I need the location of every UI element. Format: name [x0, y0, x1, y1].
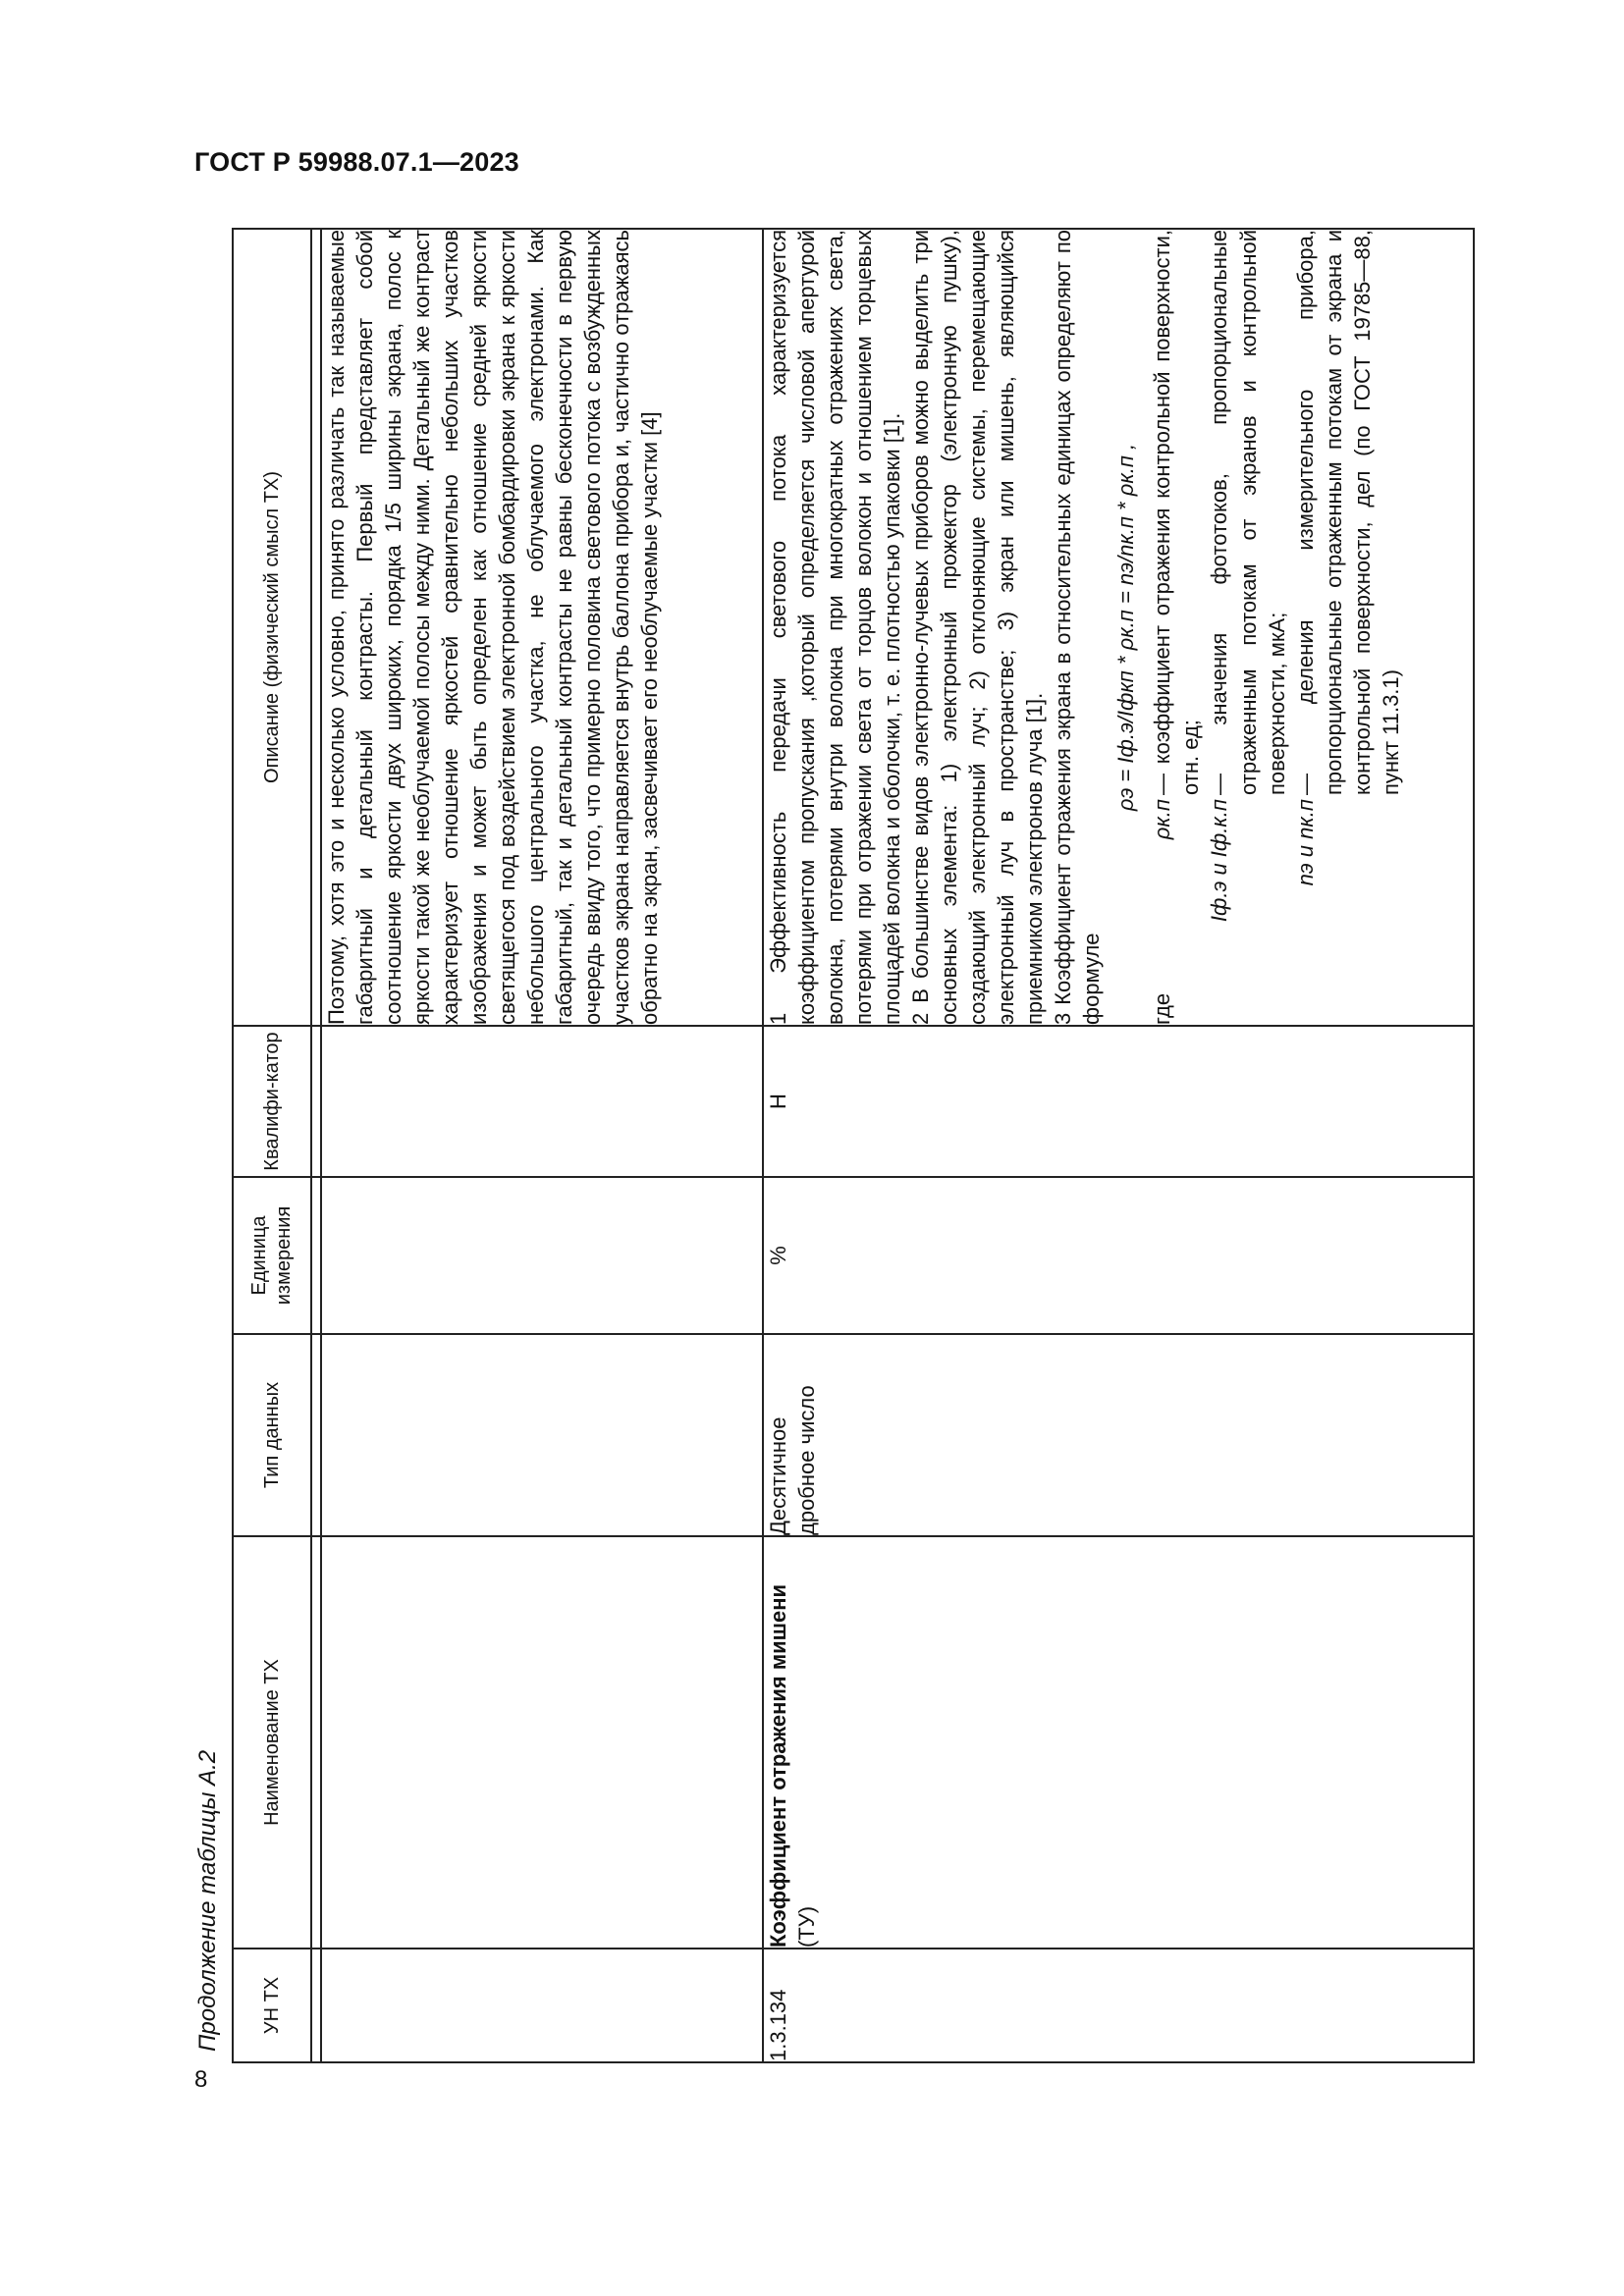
- characteristic-name-suffix: (ТУ): [794, 1905, 820, 1948]
- table-caption: Продолжение таблицы А.2: [194, 1749, 221, 2052]
- cell-description: [763, 229, 1474, 1026]
- cell-type: [321, 1334, 763, 1536]
- cell-unit: [321, 1177, 763, 1334]
- document-header: ГОСТ Р 59988.07.1—2023: [194, 147, 519, 177]
- cell-qualifier: Н: [763, 1026, 1474, 1177]
- rotated-table-frame: [232, 230, 1475, 2063]
- table-row: [321, 229, 763, 2062]
- characteristics-table: [232, 228, 1475, 2063]
- legend-symbol: ρк.п: [1150, 799, 1175, 840]
- legend-symbol: Iф.э и Iф.к.п: [1207, 799, 1232, 923]
- cell-unit: %: [763, 1177, 1474, 1334]
- col-header-unit: Единица измерения: [233, 1177, 311, 1334]
- header-separator-row: [311, 229, 321, 2062]
- legend-where-label: где: [1150, 992, 1175, 1025]
- description-paragraph: 3 Коэффициент отражения экрана в относительных единицах определяют по формуле: [1051, 230, 1105, 1025]
- cell-type: Десятичное дробное число: [763, 1334, 1474, 1536]
- col-header-name: Наименование ТХ: [233, 1536, 311, 1949]
- page-number: 8: [194, 2066, 208, 2093]
- table-row: [763, 229, 1474, 2062]
- cell-un: [321, 1949, 763, 2062]
- legend-symbol: nэ и nк.п: [1292, 799, 1318, 886]
- description-paragraph: 1 Эффективность передачи светового потока характеризуется коэффициентом пропускания ,который определяется числовой апертурой волокна, потерями внутри волокна при многократных отражениях света, потерями при отражении света от торцов волокон и отношением торцевых площадей волокна и оболочки, т. е. плотностью упаковки [1].: [766, 230, 905, 1025]
- col-header-type: Тип данных: [233, 1334, 311, 1536]
- col-header-description: Описание (физический смысл ТХ): [233, 229, 311, 1026]
- description-paragraph: 2 В большинстве видов электронно-лучевых приборов можно выделить три основных элемента: 1) электронный прожектор (электронную пушку), создающий электронный луч; 2) отклоняющие системы, перемещающие электронный луч в пространстве; 3) экран или мишень, являющийся приемником электронов луча [1].: [908, 230, 1048, 1025]
- cell-description: Поэтому, хотя это и несколько условно, принято различать так называемые габаритный и детальный контрасты. Первый представляет собой соотношение яркости двух широких, порядка 1/5 ширины экрана, полос к яркости такой же необлучаемой полосы между ними. Детальный же контраст характеризует отношение яркостей сравнительно небольших участков изображения и может быть определен как отношение средней яркости светящегося под воздействием электронной бомбардировки экрана к яркости небольшого центрального участка, не облучаемого электронами. Как габаритный, так и детальный контрасты не равны бесконечности в первую очередь ввиду того, что примерно половина светового потока с возбужденных участков экрана направляется внутрь баллона прибора и, частично отражаясь обратно на экран, засвечивает его необлучаемые участки [4]: [321, 229, 763, 1026]
- formula-legend: [1148, 230, 1404, 1025]
- cell-un: 1.3.134: [763, 1949, 1474, 2062]
- cell-qualifier: [321, 1026, 763, 1177]
- characteristic-name: Коэффициент отражения мишени: [766, 1583, 790, 1948]
- legend-definition: — значения фототоков, пропорциональные отраженным потокам от экранов и контрольной поверхности, мкА;: [1207, 230, 1289, 795]
- cell-name: [321, 1536, 763, 1949]
- legend-definition: — деления измерительного прибора, пропорциональные отраженным потокам от экрана и контрольной поверхности, дел (по ГОСТ 19785—88, пункт 11.3.1): [1292, 230, 1403, 795]
- table-header-row: [233, 229, 311, 2062]
- cell-name: [763, 1536, 1474, 1949]
- legend-definition: — коэффициент отражения контрольной поверхности, отн. ед;: [1150, 230, 1204, 795]
- col-header-un: УН ТХ: [233, 1949, 311, 2062]
- col-header-qualifier: Квалифи-катор: [233, 1026, 311, 1177]
- reflection-formula: ρэ = Iф.э/Iфкп * ρк.п = nэ/nк.п * ρк.п ,: [1113, 443, 1139, 812]
